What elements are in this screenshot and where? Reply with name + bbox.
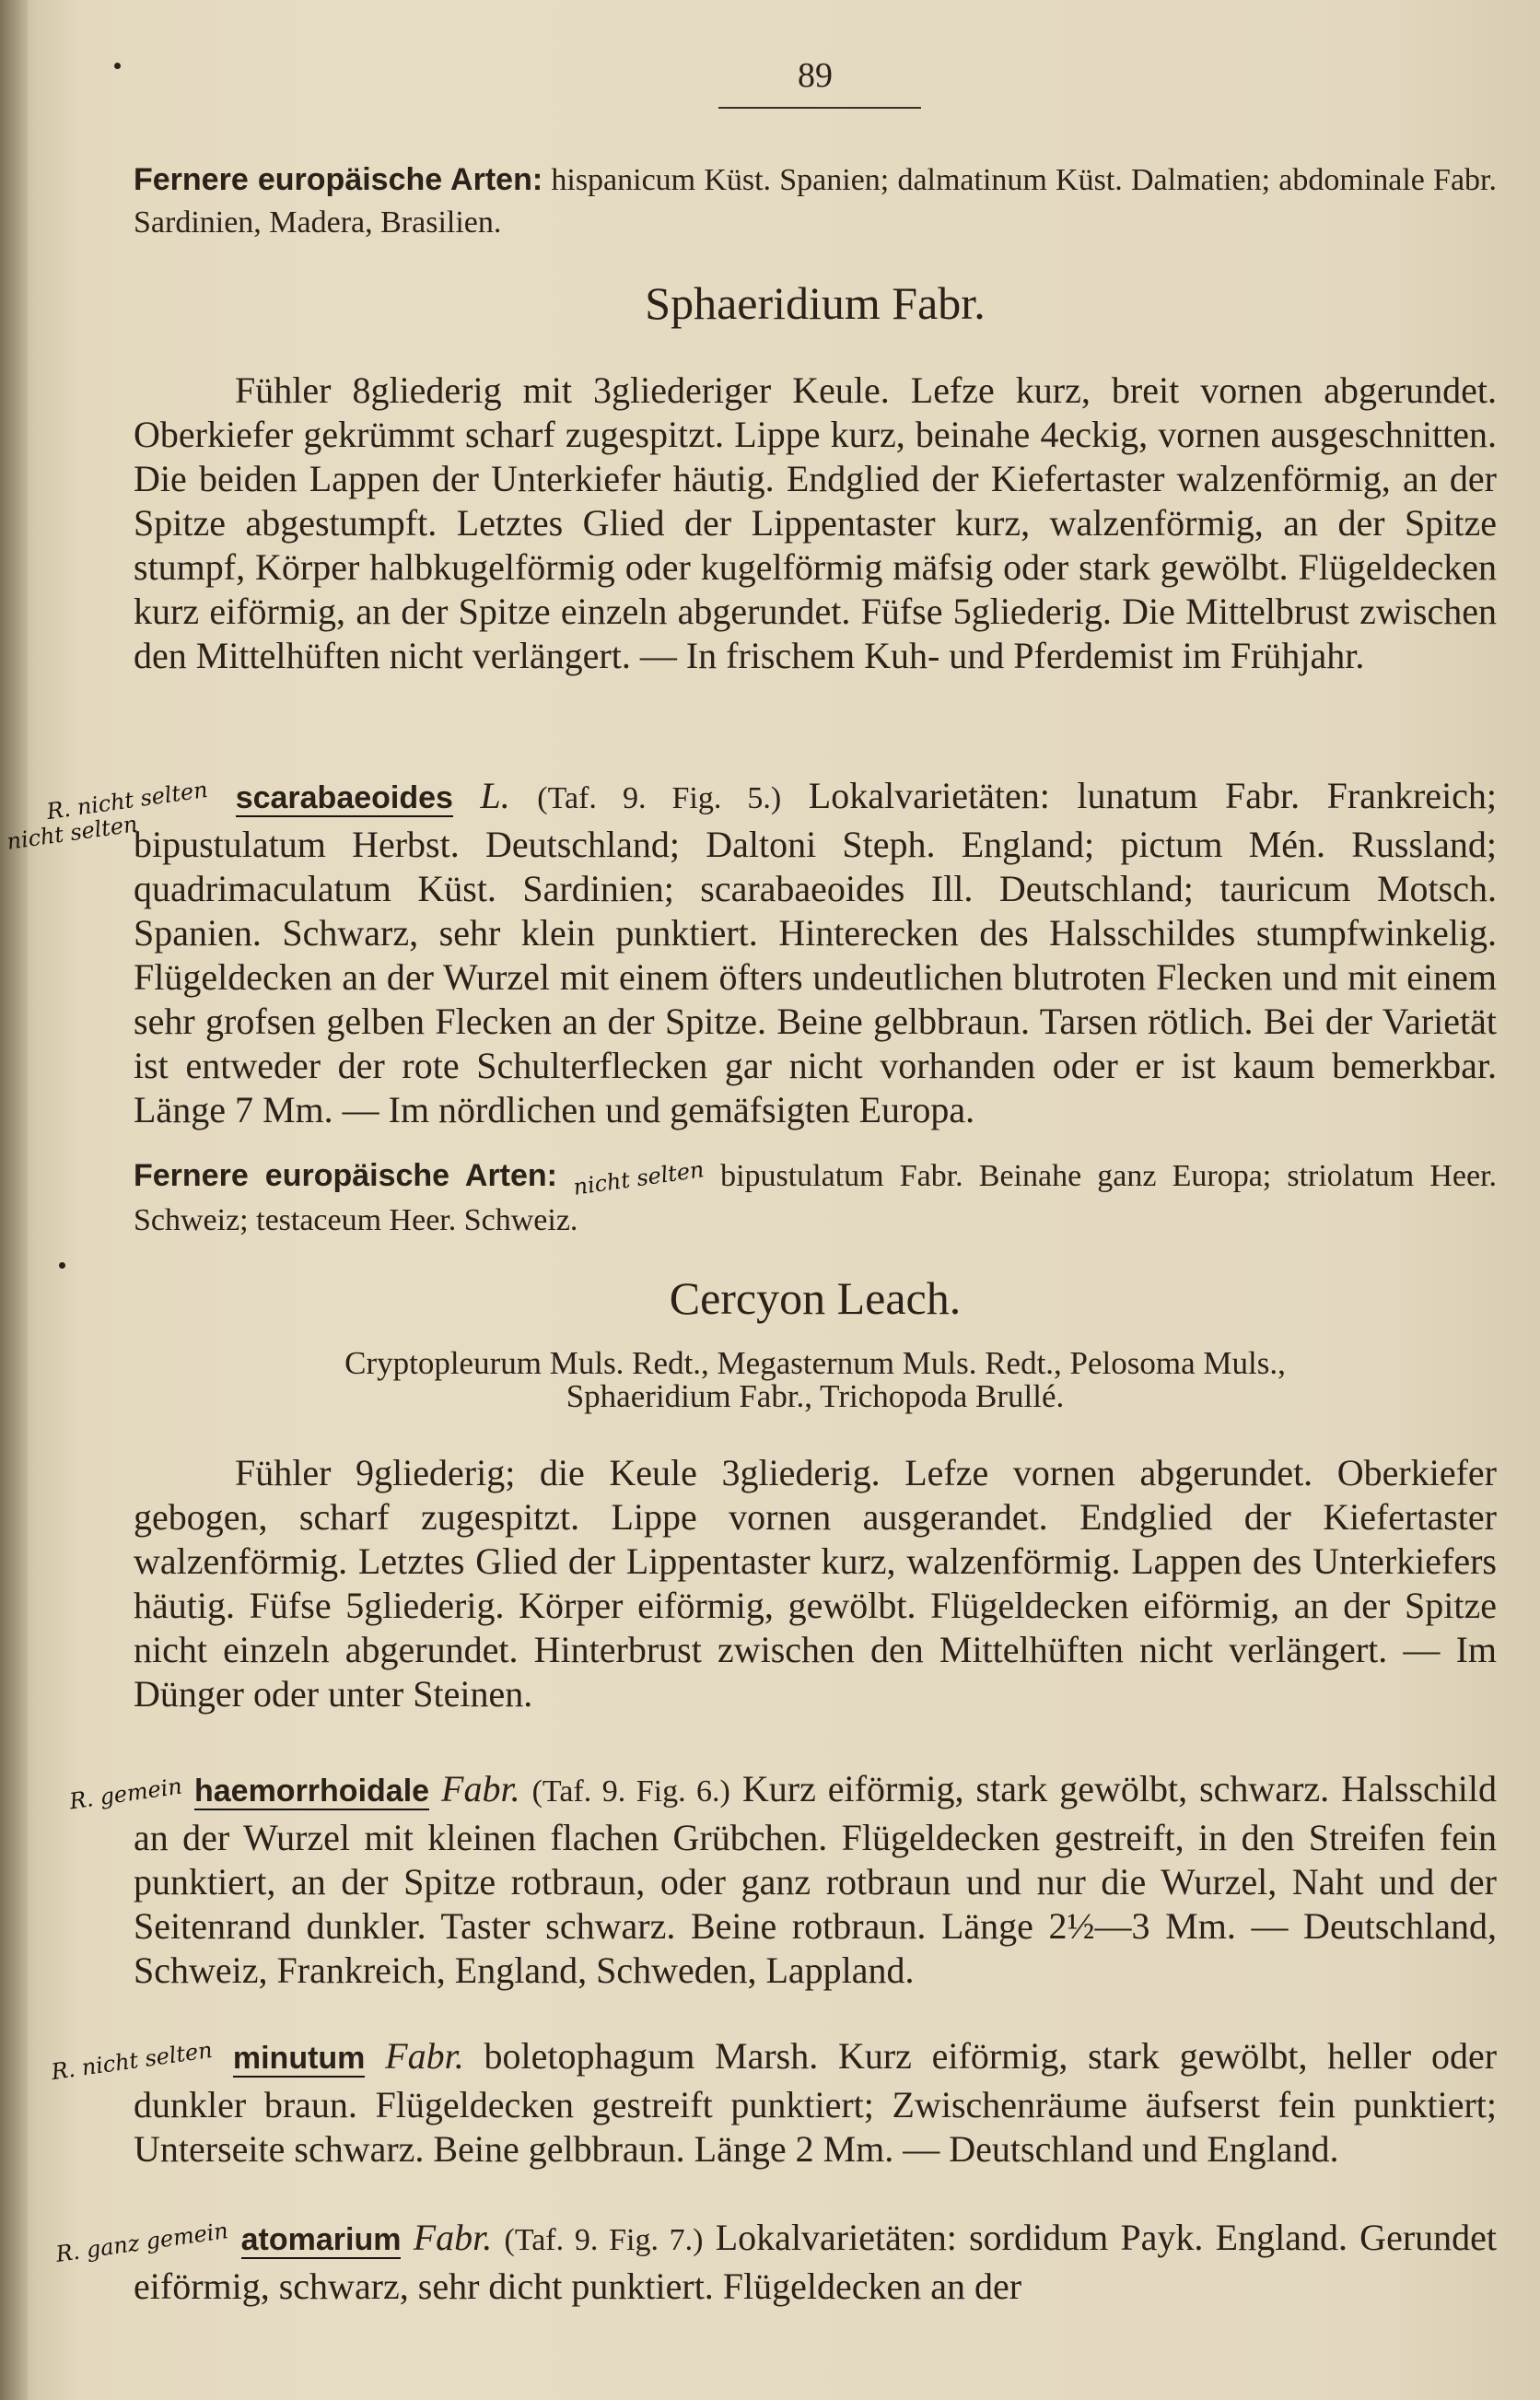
species-name: scarabaeoides <box>235 780 453 815</box>
handwritten-margin-note: nicht selten <box>5 811 140 855</box>
species-text: Lokalvarietäten: lunatum Fabr. Frankreich; bipustulatum Herbst. Deutschland; Daltoni Steph. England; pictum Mén. Russland; quadrimaculatum Küst. Sardinien; scarabaeoides Ill. Deutschland; tauricum Motsch. Spanien. Schwarz, sehr klein punktiert. Hinterecken des Halsschildes stumpfwinkelig. Flügeldecken an der Wurzel mit einem öfters undeutlichen blutroten Flecken und mit einem sehr grofsen gelben Flecken an der Spitze. Beine gelbbraun. Tarsen rötlich. Bei der Varietät ist entweder der rote Schulterflecken gar nicht vorhanden oder er ist kaum bemerkbar. Länge 7 Mm. — Im nördlichen und gemäfsigten Europa. <box>134 775 1498 1130</box>
ink-dot <box>59 1262 65 1269</box>
intro-label: Fernere europäische Arten: <box>134 162 543 197</box>
further-species-paragraph <box>134 1154 1497 1242</box>
page-gutter <box>0 0 28 2400</box>
intro-paragraph <box>134 158 1497 244</box>
species-text: boletophagum Marsh. Kurz eiförmig, stark gewölbt, heller oder dunkler braun. Flügeldecken gestreift punktiert; Zwischenräume äufserst fein punktiert; Unterseite schwarz. Beine gelbbraun. Länge 2 Mm. — Deutschland und England. <box>134 2035 1498 2170</box>
handwritten-annotation: R. gemein <box>67 1773 184 1815</box>
figure-ref: (Taf. 9. Fig. 7.) <box>504 2223 704 2257</box>
species-name: atomarium <box>240 2222 402 2257</box>
figure-ref: (Taf. 9. Fig. 6.) <box>531 1774 730 1809</box>
species-haemorrhoidale <box>67 1767 1497 1993</box>
further-label: Fernere europäische Arten: <box>134 1158 557 1193</box>
intro-text: hispanicum Küst. Spanien; dalmatinum Küst. Dalmatien; abdominale Fabr. Sardinien, Madera, Brasilien. <box>134 163 1498 240</box>
species-name: haemorrhoidale <box>193 1774 430 1809</box>
species-text: Kurz eiförmig, stark gewölbt, schwarz. Halsschild an der Wurzel mit kleinen flachen Grübchen. Flügeldecken gestreift, in den Streifen fein punktiert, an der Spitze rotbraun, oder ganz rotbraun und nur die Wurzel, Naht und der Seitenrand dunkler. Taster schwarz. Beine rotbraun. Länge 2½—3 Mm. — Deutschland, Schweiz, Frankreich, England, Schweden, Lappland. <box>134 1768 1497 1991</box>
species-minutum <box>49 2034 1498 2172</box>
species-scarabaeoides <box>44 774 1498 1132</box>
handwritten-annotation: R. nicht selten <box>44 776 210 825</box>
synonyms-line-1: Cryptopleurum Muls. Redt., Megasternum Muls. Redt., Pelosoma Muls., <box>344 1345 1286 1381</box>
ink-dot <box>114 63 121 69</box>
handwritten-annotation: R. ganz gemein <box>53 2218 230 2267</box>
species-author: L. <box>480 775 510 816</box>
page-number: 89 <box>798 56 833 95</box>
cercyon-description: Fühler 9gliederig; die Keule 3gliederig. Lefze vornen abgerundet. Oberkiefer gebogen, scharf zugespitzt. Lippe vornen ausgerandet. Endglied der Kiefertaster walzenförmig. Letztes Glied der Lippentaster kurz, walzenförmig. Lappen des Unterkiefers häutig. Füfse 5gliederig. Körper eiförmig, gewölbt. Flügeldecken eiförmig, an der Spitze nicht einzeln abgerundet. Hinterbrust zwischen den Mittelhüften nicht verlängert. — Im Dünger oder unter Steinen. <box>134 1452 1497 1715</box>
species-name: minutum <box>232 2041 366 2076</box>
figure-ref: (Taf. 9. Fig. 5.) <box>537 781 782 815</box>
species-author: Fabr. <box>385 2035 464 2077</box>
species-author: Fabr. <box>413 2217 493 2258</box>
species-text: Lokalvarietäten: sordidum Payk. England. Gerundet eiförmig, schwarz, sehr dicht punktiert. Flügeldecken an der <box>134 2217 1498 2307</box>
page-number-rule <box>718 107 921 109</box>
handwritten-annotation: R. nicht selten <box>49 2036 215 2086</box>
species-atomarium <box>53 2216 1498 2309</box>
genus-title-sphaeridium: Sphaeridium Fabr. <box>645 277 986 329</box>
further-text: bipustulatum Fabr. Beinahe ganz Europa; striolatum Heer. Schweiz; testaceum Heer. Schweiz. <box>134 1159 1498 1237</box>
species-author: Fabr. <box>441 1768 520 1809</box>
handwritten-annotation: nicht selten <box>571 1156 706 1200</box>
genus-title-cercyon: Cercyon Leach. <box>669 1272 962 1324</box>
synonyms-line-2: Sphaeridium Fabr., Trichopoda Brullé. <box>566 1378 1065 1414</box>
sphaeridium-description: Fühler 8gliederig mit 3gliederiger Keule. Lefze kurz, breit vornen abgerundet. Oberkiefer gekrümmt scharf zugespitzt. Lippe kurz, beinahe 4eckig, vornen ausgeschnitten. Die beiden Lappen der Unterkiefer häutig. Endglied der Kiefertaster walzenförmig, an der Spitze abgestumpft. Letztes Glied der Lippentaster kurz, walzenförmig, an der Spitze stumpf, Körper halbkugelförmig oder kugelförmig mäfsig oder stark gewölbt. Flügeldecken kurz eiförmig, an der Spitze einzeln abgerundet. Füfse 5gliederig. Die Mittelbrust zwischen den Mittelhüften nicht verlängert. — In frischem Kuh- und Pferdemist im Frühjahr. <box>134 369 1497 676</box>
